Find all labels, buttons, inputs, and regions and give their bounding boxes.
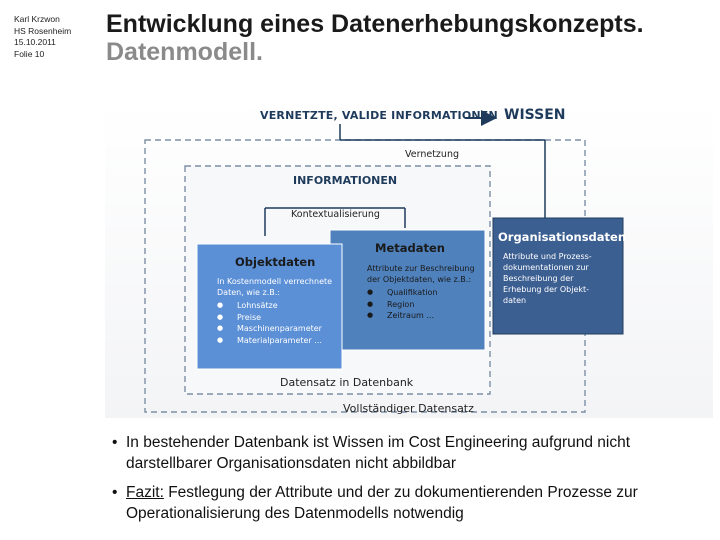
list-item: ● Zeitraum ... — [367, 310, 487, 322]
organisation-data-description: Attribute und Prozess-dokumentationen zur Beschreibung der Erhebung der Objekt-daten — [503, 252, 592, 305]
metadata-content — [367, 263, 487, 322]
list-item: ● Materialparameter ... — [217, 335, 342, 347]
bullet-text: In bestehender Datenbank ist Wissen im Cost Engineering aufgrund nicht darstellbarer Organisationsdaten nicht abbildbar — [126, 434, 631, 472]
object-data-list — [217, 300, 342, 346]
institution-name: HS Rosenheim — [14, 25, 72, 36]
complete-dataset-label: Vollständiger Datensatz — [343, 402, 474, 415]
bullet-prefix: Fazit: — [126, 484, 164, 501]
slide-number: Folie 10 — [14, 48, 45, 59]
metadata-description: Attribute zur Beschreibung der Objektdaten, wie z.B.: — [367, 264, 475, 284]
metadata-list — [367, 287, 487, 322]
bullet-text: Festlegung der Attribute und der zu dokumentierenden Prozesse zur Operationalisierung des Datenmodells notwendig — [126, 484, 638, 522]
object-data-description: In Kostenmodell verrechnete Daten, wie z.B.: — [217, 277, 333, 297]
object-data-content — [217, 276, 342, 346]
list-item: ● Preise — [217, 312, 342, 324]
networking-label: Vernetzung — [405, 149, 459, 160]
slide-meta — [14, 14, 71, 60]
networked-info-label: VERNETZTE, VALIDE INFORMATIONEN — [260, 109, 498, 122]
dataset-in-database-label: Datensatz in Datenbank — [280, 376, 414, 389]
bullet-dot-icon: • — [112, 484, 118, 501]
diagram-graphics — [105, 100, 713, 418]
object-data-title: Objektdaten — [235, 255, 316, 269]
list-item: ● Qualifikation — [367, 287, 487, 299]
data-model-diagram — [105, 100, 713, 418]
bullet-item — [112, 432, 710, 474]
knowledge-label: WISSEN — [504, 107, 566, 123]
title-line-1: Entwicklung eines Datenerhebungskonzepts. — [106, 10, 644, 38]
list-item: ● Lohnsätze — [217, 300, 342, 312]
organisation-data-title: Organisationsdaten — [498, 230, 627, 244]
information-label: INFORMATIONEN — [293, 174, 398, 187]
list-item: ● Region — [367, 299, 487, 311]
author-name: Karl Krzwon — [14, 14, 60, 24]
bullet-item — [112, 482, 710, 524]
title-line-2: Datenmodell. — [106, 38, 263, 66]
metadata-title: Metadaten — [375, 241, 445, 255]
slide-date: 15.10.2011 — [14, 37, 56, 47]
contextualisation-label: Kontextualisierung — [291, 209, 380, 220]
list-item: ● Maschinenparameter — [217, 323, 342, 335]
bullet-list — [112, 432, 710, 532]
bullet-dot-icon: • — [112, 434, 118, 451]
slide-title — [106, 10, 644, 66]
